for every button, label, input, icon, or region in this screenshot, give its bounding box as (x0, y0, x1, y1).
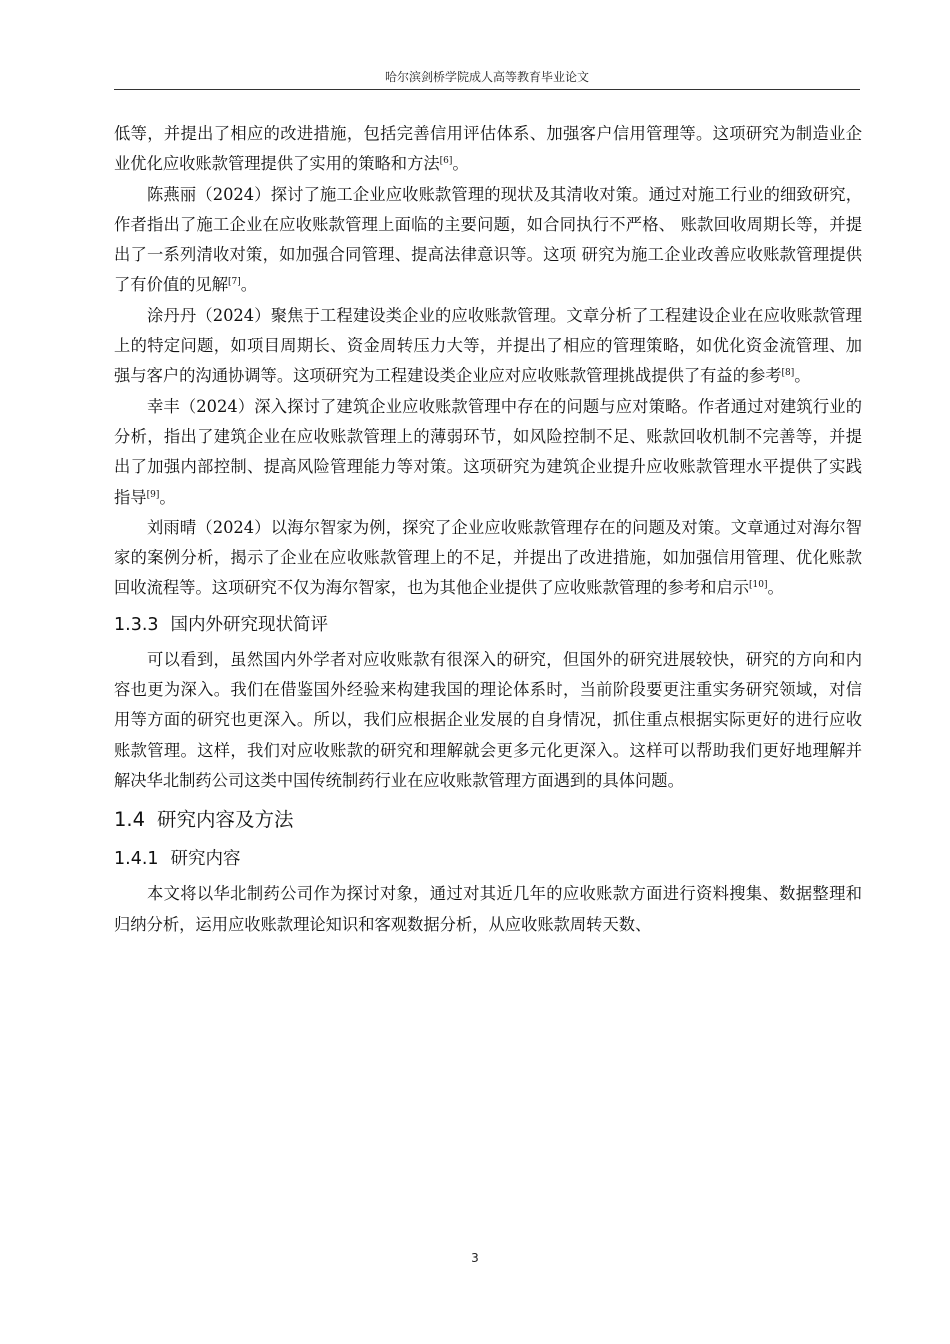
section-heading-1-4-1 (114, 842, 862, 876)
header-rule (114, 89, 860, 90)
citation-ref[interactable]: [6] (439, 156, 453, 167)
citation-ref[interactable]: [8] (781, 368, 795, 379)
citation-ref[interactable]: [7] (227, 277, 241, 288)
section-title: 研究内容及方法 (157, 808, 294, 832)
body-paragraph: 涂丹丹（2024）聚焦于工程建设类企业的应收账款管理。文章分析了工程建设企业在应收账款管理上的特定问题，如项目周期长、资金周转压力大等，并提出了相应的管理策略，如优化资金流管理、加强与客户的沟通协调等。这项研究为工程建设类企业应对应收账款管理挑战提供了有益的参考[8]。 (114, 305, 862, 386)
body-paragraph: 可以看到，虽然国内外学者对应收账款有很深入的研究，但国外的研究进展较快，研究的方向和内容也更为深入。我们在借鉴国外经验来构建我国的理论体系时，当前阶段要更注重实务研究领域，对信用等方面的研究也更深入。所以，我们应根据企业发展的自身情况，抓住重点根据实际更好的进行应收账款管理。这样，我们对应收账款的研究和理解就会更多元化更深入。这样可以帮助我们更好地理解并解决华北制药公司这类中国传统制药行业在应收账款管理方面遇到的具体问题。 (114, 649, 862, 790)
section-number: 1.3.3 (114, 614, 159, 635)
page-body (114, 119, 862, 940)
section-title: 研究内容 (170, 849, 241, 870)
section-heading-1-4 (114, 802, 862, 838)
body-paragraph-continued: 低等，并提出了相应的改进措施，包括完善信用评估体系、加强客户信用管理等。这项研究为制造业企业优化应收账款管理提供了实用的策略和方法[6]。 (114, 124, 862, 174)
body-paragraph: 陈燕丽（2024）探讨了施工企业应收账款管理的现状及其清收对策。通过对施工行业的细致研究，作者指出了施工企业在应收账款管理上面临的主要问题，如合同执行不严格、 账款回收周期长等，并提出了一系列清收对策，如加强合同管理、提高法律意识等。这项 研究为施工企业改善应收账款管理提供了有价值的见解[7]。 (114, 184, 862, 295)
section-title: 国内外研究现状简评 (170, 614, 329, 635)
running-header: 哈尔滨剑桥学院成人高等教育毕业论文 (384, 70, 589, 84)
body-paragraph: 本文将以华北制药公司作为探讨对象，通过对其近几年的应收账款方面进行资料搜集、数据整理和归纳分析，运用应收账款理论知识和客观数据分析，从应收账款周转天数、 (114, 884, 862, 934)
section-heading-1-3-3 (114, 608, 862, 642)
citation-ref[interactable]: [9] (146, 489, 160, 500)
citation-ref[interactable]: [10] (748, 580, 768, 591)
section-number: 1.4 (114, 808, 146, 832)
body-paragraph: 刘雨晴（2024）以海尔智家为例，探究了企业应收账款管理存在的问题及对策。文章通过对海尔智家的案例分析，揭示了企业在应收账款管理上的不足，并提出了改进措施，如加强信用管理、优化账款回收流程等。这项研究不仅为海尔智家，也为其他企业提供了应收账款管理的参考和启示[10]。 (114, 517, 862, 598)
page-number: 3 (471, 1251, 479, 1265)
body-paragraph: 幸丰（2024）深入探讨了建筑企业应收账款管理中存在的问题与应对策略。作者通过对建筑行业的分析，指出了建筑企业在应收账款管理上的薄弱环节，如风险控制不足、账款回收机制不完善等，并提出了加强内部控制、提高风险管理能力等对策。这项研究为建筑企业提升应收账款管理水平提供了实践指导[9]。 (114, 396, 862, 507)
section-number: 1.4.1 (114, 849, 159, 870)
